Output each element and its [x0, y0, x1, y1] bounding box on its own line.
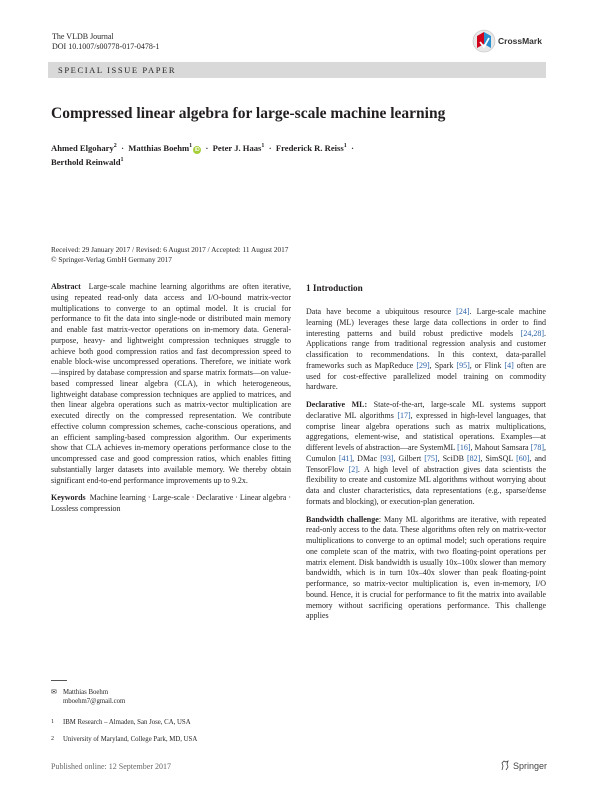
section-label: SPECIAL ISSUE PAPER [48, 62, 546, 78]
footnote-number: 2 [51, 736, 54, 742]
intro-column [306, 307, 546, 629]
citation-link[interactable]: [95] [456, 360, 470, 370]
abstract [51, 282, 291, 486]
contact-footnote [51, 689, 125, 706]
author-name[interactable]: Matthias Boehm [128, 142, 190, 153]
citation-link[interactable]: [24] [456, 307, 470, 316]
affiliation-footnote [51, 718, 191, 728]
intro-paragraph: Declarative ML: State-of-the-art, large-scale ML systems support declarative ML algorithms [17], expressed in high-level languages, that comprise linear algebra operations such as matrix multiplications, aggregations, element-wise, and statistical operations. Examples—at different levels of abstraction—are SystemML [16], Mahout Samsara [78], Cumulon [41], DMac [93], Gilbert [75], SciDB [82], SimSQL [60], and TensorFlow [2]. A high level of abstraction gives data scientists the flexibility to create and customize ML algorithms without worrying about data and cluster characteristics, data representations (e.g., sparse/dense formats and blocking), or execution-plan generation. [306, 400, 547, 506]
abstract-label: Abstract [51, 282, 81, 291]
footnote-rule [51, 680, 67, 681]
publisher-logo [500, 760, 547, 771]
author-list [51, 140, 421, 168]
affiliation-marker: 1 [189, 143, 193, 149]
author-separator: · [266, 142, 274, 153]
publication-dates [51, 245, 288, 264]
citation-link[interactable]: [16] [457, 443, 471, 452]
author-name[interactable]: Ahmed Elgohary [51, 142, 114, 153]
received-dates: Received: 29 January 2017 / Revised: 6 August 2017 / Accepted: 11 August 2017 [51, 245, 289, 254]
springer-horse-icon [500, 760, 510, 771]
author-name[interactable]: Peter J. Haas [212, 142, 262, 153]
journal-name: The VLDB Journal [52, 32, 114, 41]
journal-header [52, 32, 160, 52]
keywords-label: Keywords [51, 493, 86, 503]
crossmark-badge[interactable] [472, 26, 542, 56]
author-name[interactable]: Berthold Reinwald [51, 156, 121, 167]
citation-link[interactable]: [82] [466, 453, 481, 463]
paper-title: Compressed linear algebra for large-scale machine learning [51, 105, 446, 122]
publisher-name: Springer [513, 760, 548, 771]
section-heading: 1 Introduction [306, 283, 363, 293]
affiliation-text: University of Maryland, College Park, MD, USA [63, 736, 198, 743]
keywords-text: Machine learning · Large-scale · Declarative · Linear algebra · Lossless compression [51, 493, 292, 513]
citation-link[interactable]: [78] [530, 443, 544, 452]
paragraph-label: Bandwidth challenge [306, 514, 379, 524]
citation-link[interactable]: [17] [397, 410, 411, 420]
citation-link[interactable]: [29] [416, 360, 430, 370]
author-separator: · [118, 142, 127, 153]
affiliation-marker: 1 [343, 143, 347, 149]
intro-paragraph: Data have become a ubiquitous resource [24]. Large-scale machine learning (ML) leverages these large data collections in order to find interesting patterns and build robust predictive models [24,28]. Applications range from traditional regression analysis and customer classification to recommendations. In this context, data-parallel frameworks such as MapReduce [29], Spark [95], or Flink [4] often are used for cost-effective parallelized model training on commodity hardware. [306, 307, 547, 392]
footnote-number: 1 [51, 719, 54, 725]
published-online: Published online: 12 September 2017 [51, 762, 171, 771]
author-separator: · [203, 142, 211, 153]
abstract-text: Large-scale machine learning algorithms are often iterative, using repeated read-only data access and I/O-bound matrix-vector multiplications to converge to an optimal model. It is crucial for performance to fit the data into single-node or distributed main memory and enable fast matrix-vector operations on in-memory data. General-purpose, heavy- and lightweight compression techniques struggle to achieve both good compression ratios and fast decompression speed to enable block-wise uncompressed operations. Therefore, we initiate work—inspired by database compression and sparse matrix formats—on value-based compressed linear algebra (CLA), in which heterogeneous, lightweight database compression techniques are applied to matrices, and then linear algebra operations such as matrix-vector multiplication are executed directly on the compressed representation. We contribute effective column compression schemes, cache-conscious operations, and an efficient sampling-based compression algorithm. Our experiments show that CLA achieves in-memory operations performance close to the uncompressed case and good compression ratios, which enables fitting substantially larger datasets into available memory. We thereby obtain significant end-to-end performance improvements up to 9.2x. [51, 282, 291, 485]
affiliation-marker: 2 [113, 143, 117, 149]
author-name[interactable]: Frederick R. Reiss [275, 142, 344, 153]
doi[interactable]: DOI 10.1007/s00778-017-0478-1 [52, 42, 160, 51]
orcid-icon[interactable]: iD [194, 146, 200, 153]
keywords [51, 493, 291, 515]
paragraph-label: Declarative ML: [306, 400, 368, 409]
author-separator: · [348, 142, 354, 153]
citation-link[interactable]: [93] [380, 453, 394, 463]
affiliation-marker: 1 [120, 156, 124, 163]
citation-link[interactable]: [4] [504, 360, 514, 370]
abstract-column [51, 282, 291, 522]
contact-email[interactable]: mboehm7@gmail.com [63, 697, 126, 705]
affiliation-footnote [51, 735, 197, 745]
citation-link[interactable]: [41] [338, 453, 353, 463]
citation-link[interactable]: [60] [516, 453, 530, 463]
citation-link[interactable]: [2] [348, 464, 358, 474]
affiliation-text: IBM Research – Almaden, San Jose, CA, USA [63, 719, 191, 726]
envelope-icon: ✉ [51, 689, 57, 696]
crossmark-icon [472, 27, 496, 55]
affiliation-marker: 1 [261, 143, 265, 149]
crossmark-label: CrossMark [498, 36, 542, 46]
contact-name: Matthias Boehm [63, 689, 109, 696]
copyright: © Springer-Verlag GmbH Germany 2017 [51, 254, 172, 264]
intro-paragraph: Bandwidth challenge: Many ML algorithms are iterative, with repeated read-only access to the data. These algorithms often rely on matrix-vector multiplications to converge to an optimal model; such operations require one complete scan of the matrix, with two floating-point operations per matrix element. Disk bandwidth is usually 10x–100x slower than memory bandwidth, which is in turn 10x–40x slower than peak floating-point performance, so matrix-vector multiplication is, even in-memory, I/O bound. Hence, it is crucial for performance to fit the matrix into available memory without sacrificing operations performance. This challenge applies [306, 514, 547, 621]
citation-link[interactable]: [75] [424, 453, 438, 463]
citation-link[interactable]: [24,28] [520, 328, 544, 338]
